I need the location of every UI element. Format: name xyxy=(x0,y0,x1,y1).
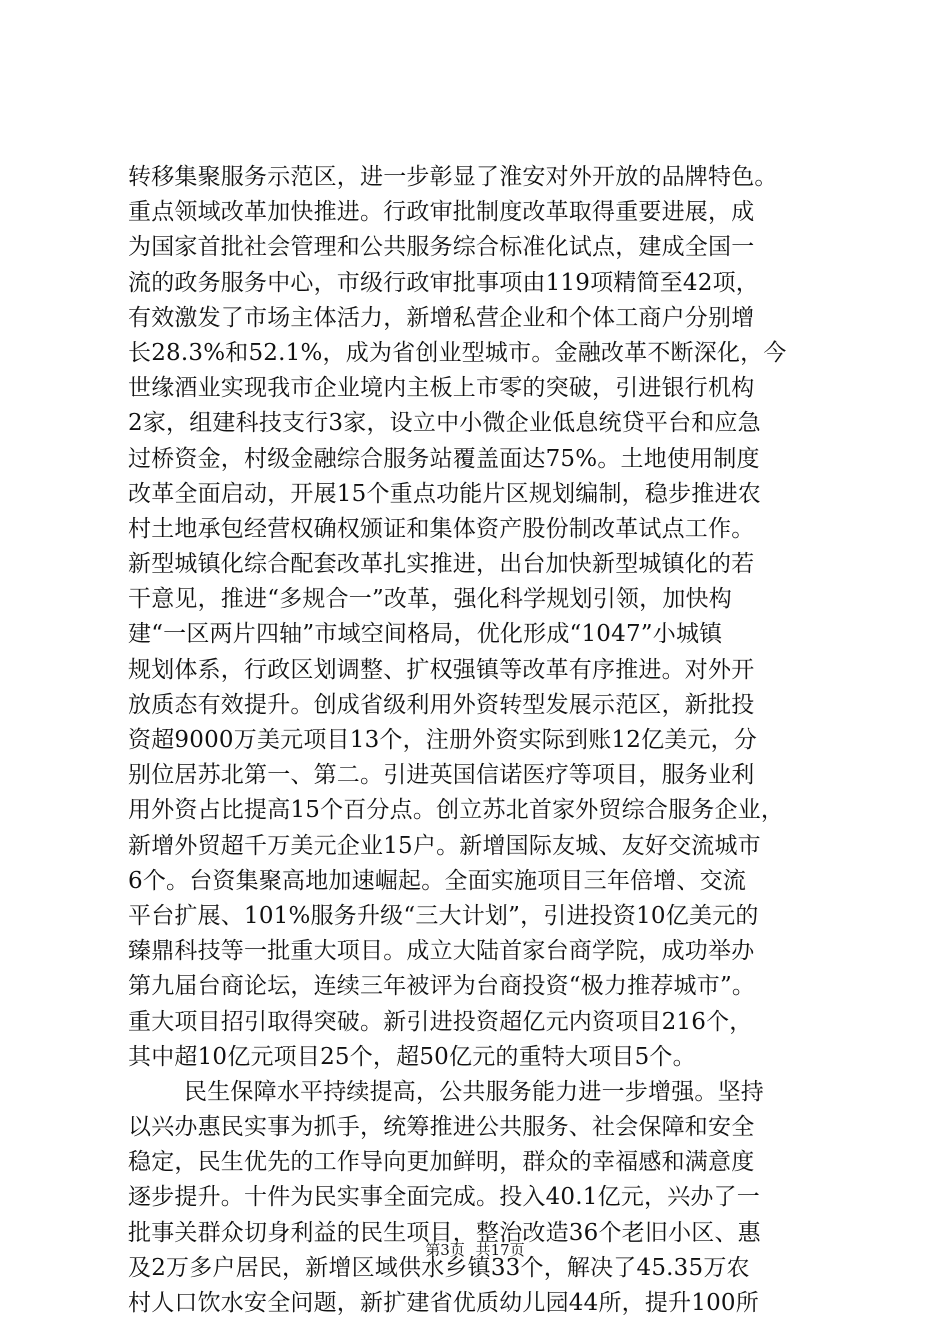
text-line: 有效激发了市场主体活力，新增私营企业和个体工商户分别增 xyxy=(128,304,755,331)
text-line: 臻鼎科技等一批重大项目。成立大陆首家台商学院，成功举办 xyxy=(128,938,755,965)
text-line: 村土地承包经营权确权颁证和集体资产股份制改革试点工作。 xyxy=(128,515,755,542)
text-line: 新增外贸超千万美元企业15户。新增国际友城、友好交流城市 xyxy=(128,832,761,859)
text-line: 别位居苏北第一、第二。引进英国信诺医疗等项目，服务业利 xyxy=(128,762,755,789)
text-line: 第九届台商论坛，连续三年被评为台商投资“极力推荐城市”。 xyxy=(128,973,756,1000)
text-line: 资超9000万美元项目13个，注册外资实际到账12亿美元，分 xyxy=(128,727,758,753)
text-line: 逐步提升。十件为民实事全面完成。投入40.1亿元，兴办了一 xyxy=(128,1184,761,1211)
paragraph-start-line: 民生保障水平持续提高，公共服务能力进一步增强。坚持 xyxy=(184,1078,764,1105)
text-line: 重点领域改革加快推进。行政审批制度改革取得重要进展，成 xyxy=(128,199,755,226)
text-line: 平台扩展、101%服务升级“三大计划”，引进投资10亿美元的 xyxy=(128,902,759,929)
text-line: 以兴办惠民实事为抓手，统筹推进公共服务、社会保障和安全 xyxy=(128,1114,755,1141)
text-line: 6个。台资集聚高地加速崛起。全面实施项目三年倍增、交流 xyxy=(128,867,747,894)
text-line: 稳定，民生优先的工作导向更加鲜明，群众的幸福感和满意度 xyxy=(128,1149,755,1176)
text-line: 转移集聚服务示范区，进一步彰显了淮安对外开放的品牌特色。 xyxy=(128,164,778,190)
text-line: 世缘酒业实现我市企业境内主板上市零的突破，引进银行机构 xyxy=(128,375,755,402)
page-footer xyxy=(0,1240,950,1260)
document-body xyxy=(128,160,828,1321)
text-line: 批事关群众切身利益的民生项目，整治改造36个老旧小区、惠 xyxy=(128,1219,761,1246)
text-line: 为国家首批社会管理和公共服务综合标准化试点，建成全国一 xyxy=(128,234,755,261)
text-line: 放质态有效提升。创成省级利用外资转型发展示范区，新批投 xyxy=(128,691,755,718)
text-line: 重大项目招引取得突破。新引进投资超亿元内资项目216个， xyxy=(128,1008,753,1035)
page-number: 第3页 xyxy=(425,1241,465,1259)
text-line: 干意见，推进“多规合一”改革，强化科学规划引领，加快构 xyxy=(128,586,732,613)
page-total: 共17页 xyxy=(475,1241,525,1259)
text-line: 规划体系，行政区划调整、扩权强镇等改革有序推进。对外开 xyxy=(128,656,755,683)
text-line: 及2万多户居民，新增区域供水乡镇33个，解决了45.35万农 xyxy=(128,1254,750,1281)
text-line: 新型城镇化综合配套改革扎实推进，出台加快新型城镇化的若 xyxy=(128,551,755,578)
text-line: 改革全面启动，开展15个重点功能片区规划编制，稳步推进农 xyxy=(128,480,761,507)
text-line: 用外资占比提高15个百分点。创立苏北首家外贸综合服务企业， xyxy=(128,797,785,824)
text-line: 长28.3%和52.1%，成为省创业型城市。金融改革不断深化，今 xyxy=(128,339,787,366)
text-line: 流的政务服务中心，市级行政审批事项由119项精简至42项， xyxy=(128,269,759,296)
text-line: 其中超10亿元项目25个，超50亿元的重特大项目5个。 xyxy=(128,1043,696,1070)
text-line: 过桥资金，村级金融综合服务站覆盖面达75%。土地使用制度 xyxy=(128,445,760,472)
text-line: 村人口饮水安全问题，新扩建省优质幼儿园44所，提升100所 xyxy=(128,1290,759,1316)
text-line: 建“一区两片四轴”市域空间格局，优化形成“1047”小城镇 xyxy=(128,621,723,648)
text-line: 2家，组建科技支行3家，设立中小微企业低息统贷平台和应急 xyxy=(128,410,761,437)
